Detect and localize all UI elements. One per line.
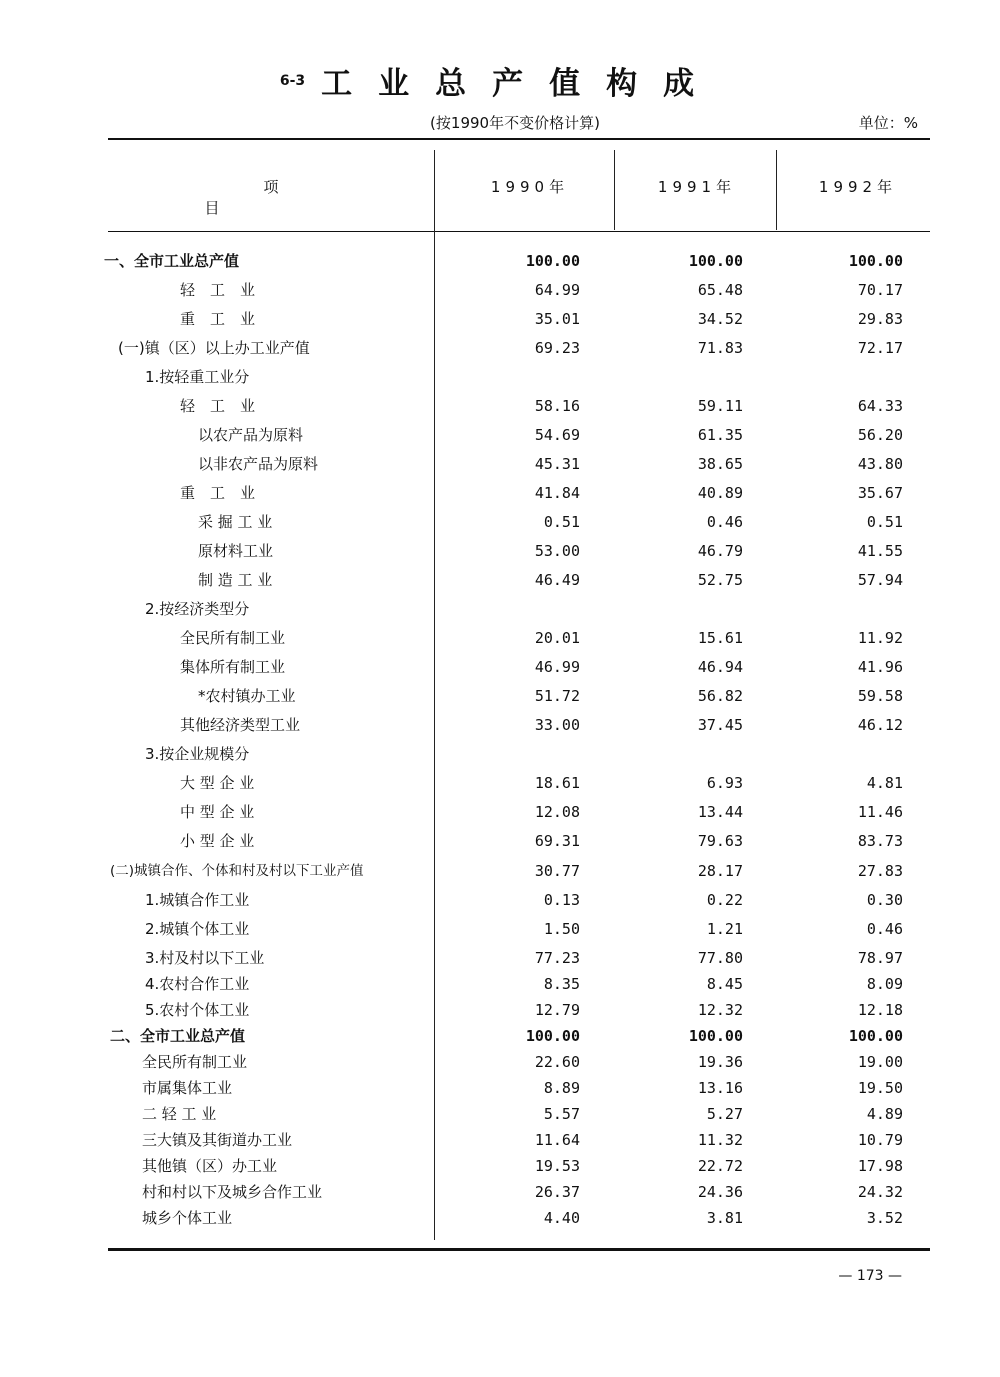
table-row [0, 1179, 1000, 1205]
row-label: (一)镇（区）以上办工业产值 [118, 339, 310, 357]
row-label: 大 型 企 业 [180, 774, 255, 792]
value-1991: 65.48 [697, 281, 743, 299]
value-1991: 59.11 [697, 397, 743, 415]
table-row [0, 1049, 1000, 1075]
value-1990: 12.08 [534, 803, 580, 821]
row-label: 原材料工业 [198, 542, 274, 560]
value-1992: 72.17 [857, 339, 903, 357]
value-1991: 0.46 [706, 513, 743, 531]
row-label: *农村镇办工业 [198, 687, 296, 705]
row-label: 以非农产品为原料 [198, 455, 319, 473]
value-1990: 77.23 [534, 949, 580, 967]
value-1991: 100.00 [688, 1027, 743, 1045]
value-1990: 8.35 [543, 975, 580, 993]
table-row [0, 393, 1000, 419]
value-1992: 27.83 [857, 862, 903, 880]
value-1991: 5.27 [706, 1105, 743, 1123]
table-row [0, 567, 1000, 593]
value-1990: 46.49 [534, 571, 580, 589]
value-1992: 41.55 [857, 542, 903, 560]
row-label: 其他经济类型工业 [180, 716, 301, 734]
value-1992: 8.09 [866, 975, 903, 993]
value-1990: 33.00 [534, 716, 580, 734]
value-1992: 41.96 [857, 658, 903, 676]
row-label: 三大镇及其街道办工业 [142, 1131, 293, 1149]
value-1992: 56.20 [857, 426, 903, 444]
header-1992: 1992年 [818, 178, 898, 196]
value-1990: 22.60 [534, 1053, 580, 1071]
table-row [0, 741, 1000, 767]
table-row [0, 1205, 1000, 1231]
table-row [0, 1127, 1000, 1153]
value-1991: 37.45 [697, 716, 743, 734]
value-1990: 19.53 [534, 1157, 580, 1175]
value-1992: 78.97 [857, 949, 903, 967]
value-1990: 100.00 [525, 1027, 580, 1045]
value-1992: 100.00 [848, 1027, 903, 1045]
value-1991: 12.32 [697, 1001, 743, 1019]
row-label: 中 型 企 业 [180, 803, 255, 821]
table-row [0, 971, 1000, 997]
table-row [0, 945, 1000, 971]
table-row [0, 1153, 1000, 1179]
row-label: 制 造 工 业 [198, 571, 273, 589]
value-1991: 38.65 [697, 455, 743, 473]
value-1991: 52.75 [697, 571, 743, 589]
top-rule [108, 138, 930, 140]
value-1992: 64.33 [857, 397, 903, 415]
header-1990: 1990年 [490, 178, 570, 196]
table-title [0, 58, 1000, 103]
value-1992: 100.00 [848, 252, 903, 270]
value-1992: 24.32 [857, 1183, 903, 1201]
row-label: (二)城镇合作、个体和村及村以下工业产值 [110, 863, 364, 879]
header-1991: 1991年 [657, 178, 737, 196]
value-1991: 1.21 [706, 920, 743, 938]
table-row [0, 248, 1000, 274]
value-1991: 77.80 [697, 949, 743, 967]
table-row [0, 335, 1000, 361]
row-label: 轻 工 业 [180, 397, 256, 415]
value-1992: 19.50 [857, 1079, 903, 1097]
table-row [0, 916, 1000, 942]
value-1990: 0.13 [543, 891, 580, 909]
value-1991: 46.79 [697, 542, 743, 560]
value-1992: 0.46 [866, 920, 903, 938]
value-1992: 19.00 [857, 1053, 903, 1071]
value-1991: 34.52 [697, 310, 743, 328]
value-1990: 58.16 [534, 397, 580, 415]
value-1991: 71.83 [697, 339, 743, 357]
row-label: 4.农村合作工业 [145, 975, 250, 993]
value-1990: 64.99 [534, 281, 580, 299]
table-row [0, 625, 1000, 651]
value-1991: 56.82 [697, 687, 743, 705]
table-row [0, 828, 1000, 854]
value-1992: 0.51 [866, 513, 903, 531]
table-row [0, 538, 1000, 564]
value-1991: 3.81 [706, 1209, 743, 1227]
value-1992: 11.92 [857, 629, 903, 647]
value-1990: 26.37 [534, 1183, 580, 1201]
value-1990: 8.89 [543, 1079, 580, 1097]
row-label: 采 掘 工 业 [198, 513, 273, 531]
row-label: 重 工 业 [180, 484, 256, 502]
table-row [0, 799, 1000, 825]
value-1991: 61.35 [697, 426, 743, 444]
row-label: 以农产品为原料 [198, 426, 304, 444]
value-1990: 69.23 [534, 339, 580, 357]
row-label: 二、全市工业总产值 [110, 1027, 246, 1045]
value-1990: 18.61 [534, 774, 580, 792]
header-rule [108, 231, 930, 232]
value-1991: 22.72 [697, 1157, 743, 1175]
value-1990: 12.79 [534, 1001, 580, 1019]
value-1991: 19.36 [697, 1053, 743, 1071]
value-1992: 70.17 [857, 281, 903, 299]
value-1991: 24.36 [697, 1183, 743, 1201]
table-row [0, 683, 1000, 709]
value-1991: 46.94 [697, 658, 743, 676]
table-row [0, 277, 1000, 303]
row-label: 小 型 企 业 [180, 832, 255, 850]
row-label: 二 轻 工 业 [142, 1105, 217, 1123]
row-label: 重 工 业 [180, 310, 256, 328]
row-label: 轻 工 业 [180, 281, 256, 299]
value-1990: 41.84 [534, 484, 580, 502]
value-1991: 0.22 [706, 891, 743, 909]
value-1992: 29.83 [857, 310, 903, 328]
value-1992: 59.58 [857, 687, 903, 705]
value-1990: 46.99 [534, 658, 580, 676]
value-1991: 13.44 [697, 803, 743, 821]
table-row [0, 712, 1000, 738]
value-1992: 11.46 [857, 803, 903, 821]
value-1992: 10.79 [857, 1131, 903, 1149]
value-1992: 83.73 [857, 832, 903, 850]
value-1990: 4.40 [543, 1209, 580, 1227]
value-1991: 40.89 [697, 484, 743, 502]
value-1991: 15.61 [697, 629, 743, 647]
table-row [0, 858, 1000, 884]
value-1991: 6.93 [706, 774, 743, 792]
table-number: 6-3 [279, 72, 306, 89]
table-row [0, 1023, 1000, 1049]
table-row [0, 1075, 1000, 1101]
value-1990: 53.00 [534, 542, 580, 560]
value-1991: 79.63 [697, 832, 743, 850]
value-1992: 0.30 [866, 891, 903, 909]
value-1990: 1.50 [543, 920, 580, 938]
table-row [0, 480, 1000, 506]
row-label: 3.按企业规模分 [145, 745, 250, 763]
table-row [0, 997, 1000, 1023]
table-row [0, 770, 1000, 796]
bottom-rule [108, 1248, 930, 1251]
value-1990: 30.77 [534, 862, 580, 880]
value-1990: 11.64 [534, 1131, 580, 1149]
table-row [0, 306, 1000, 332]
value-1990: 51.72 [534, 687, 580, 705]
table-row [0, 451, 1000, 477]
subtitle: (按1990年不变价格计算) [430, 114, 600, 132]
value-1992: 12.18 [857, 1001, 903, 1019]
row-label: 其他镇（区）办工业 [142, 1157, 278, 1175]
value-1990: 0.51 [543, 513, 580, 531]
table-row [0, 509, 1000, 535]
unit-label: 单位：% [858, 114, 918, 132]
value-1990: 20.01 [534, 629, 580, 647]
table-row [0, 364, 1000, 390]
row-label: 一、全市工业总产值 [104, 252, 240, 270]
value-1990: 100.00 [525, 252, 580, 270]
value-1992: 46.12 [857, 716, 903, 734]
page-number: — 173 — [838, 1268, 902, 1284]
value-1991: 8.45 [706, 975, 743, 993]
value-1990: 5.57 [543, 1105, 580, 1123]
value-1992: 4.81 [866, 774, 903, 792]
column-divider [614, 150, 615, 230]
table-row [0, 654, 1000, 680]
row-label: 5.农村个体工业 [145, 1001, 250, 1019]
title-text: 工业总产值构成 [321, 66, 721, 102]
value-1991: 11.32 [697, 1131, 743, 1149]
row-label: 全民所有制工业 [142, 1053, 248, 1071]
row-label: 2.城镇个体工业 [145, 920, 250, 938]
value-1992: 57.94 [857, 571, 903, 589]
row-label: 2.按经济类型分 [145, 600, 250, 618]
row-label: 1.城镇合作工业 [145, 891, 250, 909]
value-1992: 3.52 [866, 1209, 903, 1227]
value-1991: 100.00 [688, 252, 743, 270]
value-1992: 35.67 [857, 484, 903, 502]
row-label: 1.按轻重工业分 [145, 368, 250, 386]
value-1991: 13.16 [697, 1079, 743, 1097]
value-1991: 28.17 [697, 862, 743, 880]
row-label: 村和村以下及城乡合作工业 [142, 1183, 323, 1201]
row-label: 城乡个体工业 [142, 1209, 233, 1227]
value-1990: 69.31 [534, 832, 580, 850]
value-1990: 45.31 [534, 455, 580, 473]
header-item: 项目 [204, 178, 397, 217]
row-label: 市属集体工业 [142, 1079, 233, 1097]
value-1992: 43.80 [857, 455, 903, 473]
row-label: 全民所有制工业 [180, 629, 286, 647]
value-1990: 35.01 [534, 310, 580, 328]
value-1992: 17.98 [857, 1157, 903, 1175]
table-row [0, 422, 1000, 448]
value-1990: 54.69 [534, 426, 580, 444]
value-1992: 4.89 [866, 1105, 903, 1123]
table-row [0, 596, 1000, 622]
table-row [0, 887, 1000, 913]
table-row [0, 1101, 1000, 1127]
row-label: 集体所有制工业 [180, 658, 286, 676]
row-label: 3.村及村以下工业 [145, 949, 265, 967]
